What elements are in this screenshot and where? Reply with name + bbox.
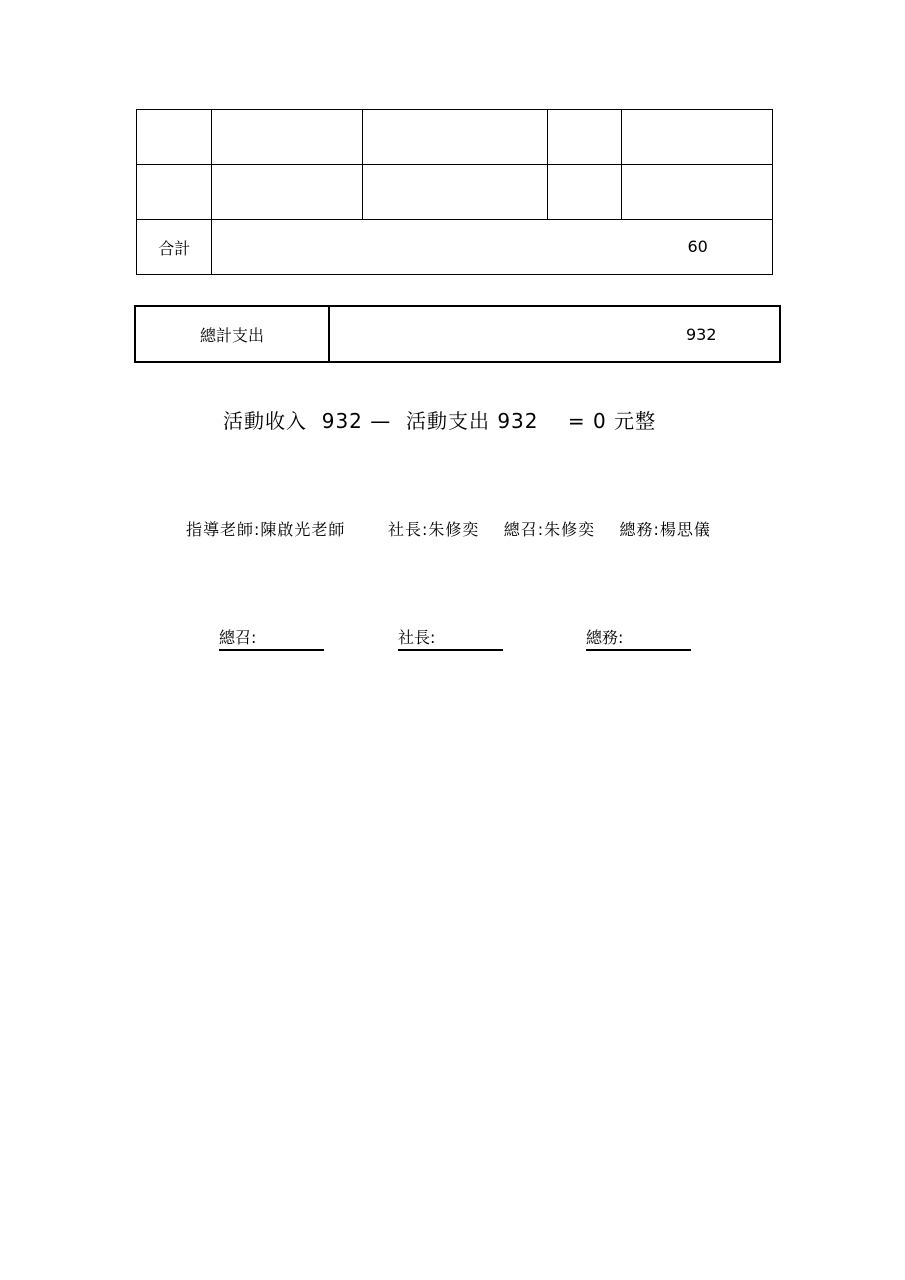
total-expense-row (135, 306, 780, 362)
table-cell (622, 165, 773, 220)
table-cell (212, 165, 363, 220)
subtotal-value: 60 (687, 237, 708, 256)
total-expense-label: 總計支出 (135, 306, 329, 362)
table-cell (622, 110, 773, 165)
subtotal-value-cell (212, 220, 773, 275)
subtotal-label: 合計 (137, 220, 212, 275)
table-cell (547, 110, 621, 165)
total-expense-value: 932 (686, 325, 717, 344)
table-row (137, 165, 773, 220)
total-expense-table (134, 305, 781, 363)
table-row (137, 110, 773, 165)
table-cell (363, 110, 547, 165)
balance-equation: 活動收入 932 — 活動支出 932 = 0 元整 (223, 409, 657, 433)
expense-table (136, 109, 773, 275)
table-cell (137, 110, 212, 165)
signature-treasurer: 總務: (586, 627, 691, 651)
table-cell (547, 165, 621, 220)
table-cell (212, 110, 363, 165)
signature-convener: 總召: (219, 627, 324, 651)
signature-president: 社長: (398, 627, 503, 651)
table-cell (137, 165, 212, 220)
total-expense-value-cell (329, 306, 780, 362)
subtotal-row (137, 220, 773, 275)
staff-list: 指導老師:陳啟光老師 社長:朱修奕 總召:朱修奕 總務:楊思儀 (186, 520, 711, 539)
table-cell (363, 165, 547, 220)
